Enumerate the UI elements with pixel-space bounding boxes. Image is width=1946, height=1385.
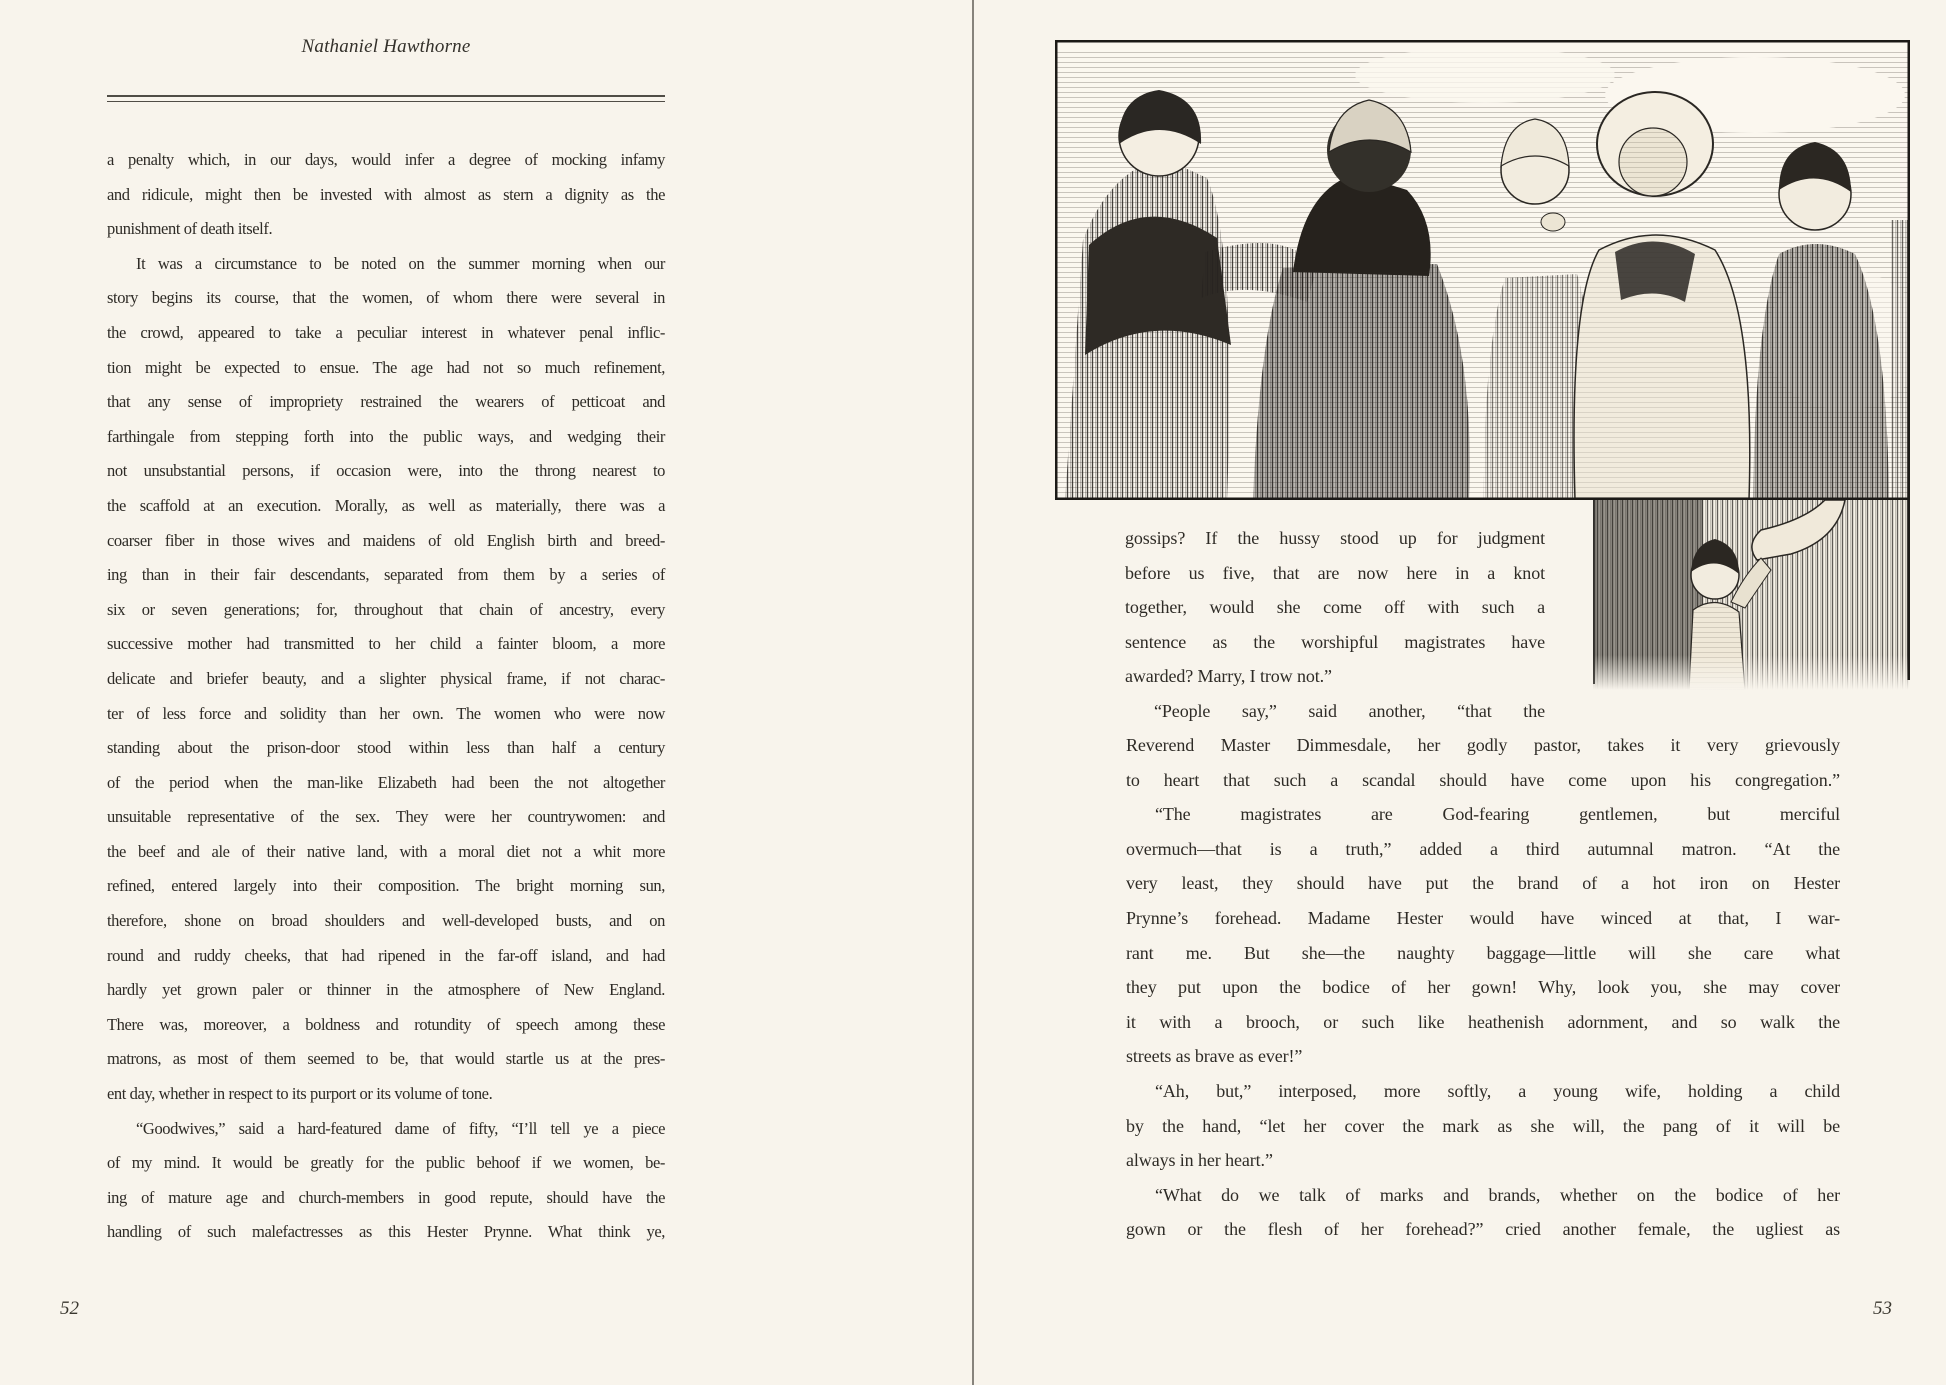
text-line: by the hand, “let her cover the mark as she will, the pang of it will be [1126,1115,1840,1136]
text-line: refined, entered largely into their composition. The bright morning sun, [107,876,665,896]
text-line: coarser fiber in those wives and maidens of old English birth and breed- [107,530,665,550]
text-line: of my mind. It would be greatly for the public behoof if we women, be- [107,1153,665,1173]
page-number-left: 52 [60,1298,79,1319]
text-line: matrons, as most of them seemed to be, that would startle us at the pres- [107,1049,665,1069]
text-line: gown or the flesh of her forehead?” cried another female, the ugliest as [1126,1219,1840,1240]
text-line: ing than in their fair descendants, separated from them by a series of [107,565,665,585]
text-line: streets as brave as ever!” [1126,1046,1303,1067]
text-line: unsuitable representative of the sex. They were her countrywomen: and [107,807,665,827]
text-line: gossips? If the hussy stood up for judgment [1125,528,1545,548]
text-line: “Ah, but,” interposed, more softly, a young wife, holding a child [1155,1080,1840,1101]
text-line: hardly yet grown paler or thinner in the atmosphere of New England. [107,980,665,1000]
text-line: ing of mature age and church-members in good repute, should have the [107,1187,665,1207]
text-line: standing about the prison-door stood within less than half a century [107,738,665,758]
text-line: a penalty which, in our days, would infer a degree of mocking infamy [107,150,665,169]
text-line: they put upon the bodice of her gown! Why, look you, she may cover [1126,977,1840,998]
text-line: to heart that such a scandal should have come upon his congregation.” [1126,769,1840,790]
text-line: “People say,” said another, “that the [1154,700,1545,721]
text-line: round and ruddy cheeks, that had ripened in the far-off island, and had [107,945,665,965]
text-line: delicate and briefer beauty, and a slighter physical frame, if not charac- [107,668,665,688]
text-line: rant me. But she—the naughty baggage—little will she care what [1126,942,1840,963]
text-line: therefore, shone on broad shoulders and well-developed busts, and on [107,911,665,931]
text-line: and ridicule, might then be invested with almost as stern a dignity as the [107,184,665,204]
text-line: that any sense of impropriety restrained the wearers of petticoat and [107,392,665,412]
text-line: very least, they should have put the brand of a hot iron on Hester [1126,873,1840,894]
header-double-rule [107,95,665,102]
engraving-framed-area [1055,40,1910,500]
engraving-bleed-area [1593,500,1910,690]
text-line: overmuch—that is a truth,” added a third autumnal matron. “At the [1126,838,1840,859]
text-line: not unsubstantial persons, if occasion were, into the throng nearest to [107,461,665,481]
text-line: always in her heart.” [1126,1150,1273,1171]
text-line: Prynne’s forehead. Madame Hester would have winced at that, I war- [1126,907,1840,928]
text-line: ent day, whether in respect to its purport or its volume of tone. [107,1084,493,1104]
text-line: punishment of death itself. [107,219,273,239]
text-line: It was a circumstance to be noted on the summer morning when our [136,253,665,273]
text-line: the crowd, appeared to take a peculiar interest in whatever penal inflic- [107,322,665,342]
text-line: farthingale from stepping forth into the public ways, and wedging their [107,426,665,446]
text-line: the scaffold at an execution. Morally, as well as materially, there was a [107,495,665,515]
running-head: Nathaniel Hawthorne [301,36,471,57]
text-line: sentence as the worshipful magistrates have [1125,631,1545,652]
text-line: Reverend Master Dimmesdale, her godly pastor, takes it very grievously [1126,735,1840,755]
text-line: ter of less force and solidity than her own. The women who were now [107,703,665,723]
text-line: awarded? Marry, I trow not.” [1125,666,1332,687]
text-line: successive mother had transmitted to her child a fainter bloom, a more [107,634,665,654]
left-page-text-block [107,143,665,1250]
text-line: “The magistrates are God-fearing gentlemen, but merciful [1155,804,1840,825]
right-page-narrow-column [1125,521,1545,729]
text-line: the beef and ale of their native land, with a moral diet not a whit more [107,841,665,861]
text-line: of the period when the man-like Elizabeth had been the not altogether [107,772,665,792]
text-line: There was, moreover, a boldness and rotundity of speech among these [107,1014,665,1034]
page-number-right: 53 [1873,1298,1892,1319]
text-line: “Goodwives,” said a hard-featured dame of fifty, “I’ll tell ye a piece [136,1118,665,1138]
text-line: handling of such malefactresses as this Hester Prynne. What think ye, [107,1222,665,1242]
text-line: tion might be expected to ensue. The age had not so much refinement, [107,357,665,377]
text-line: story begins its course, that the women, of whom there were several in [107,288,665,308]
page-gutter-divider [972,0,974,1385]
text-line: together, would she come off with such a [1125,597,1545,618]
right-page-text-block [1126,728,1840,1247]
text-line: six or seven generations; for, throughout that chain of ancestry, every [107,599,665,619]
text-line: it with a brooch, or such like heathenish adornment, and so walk the [1126,1011,1840,1032]
text-line: “What do we talk of marks and brands, whether on the bodice of her [1155,1184,1840,1205]
text-line: before us five, that are now here in a knot [1125,562,1545,583]
